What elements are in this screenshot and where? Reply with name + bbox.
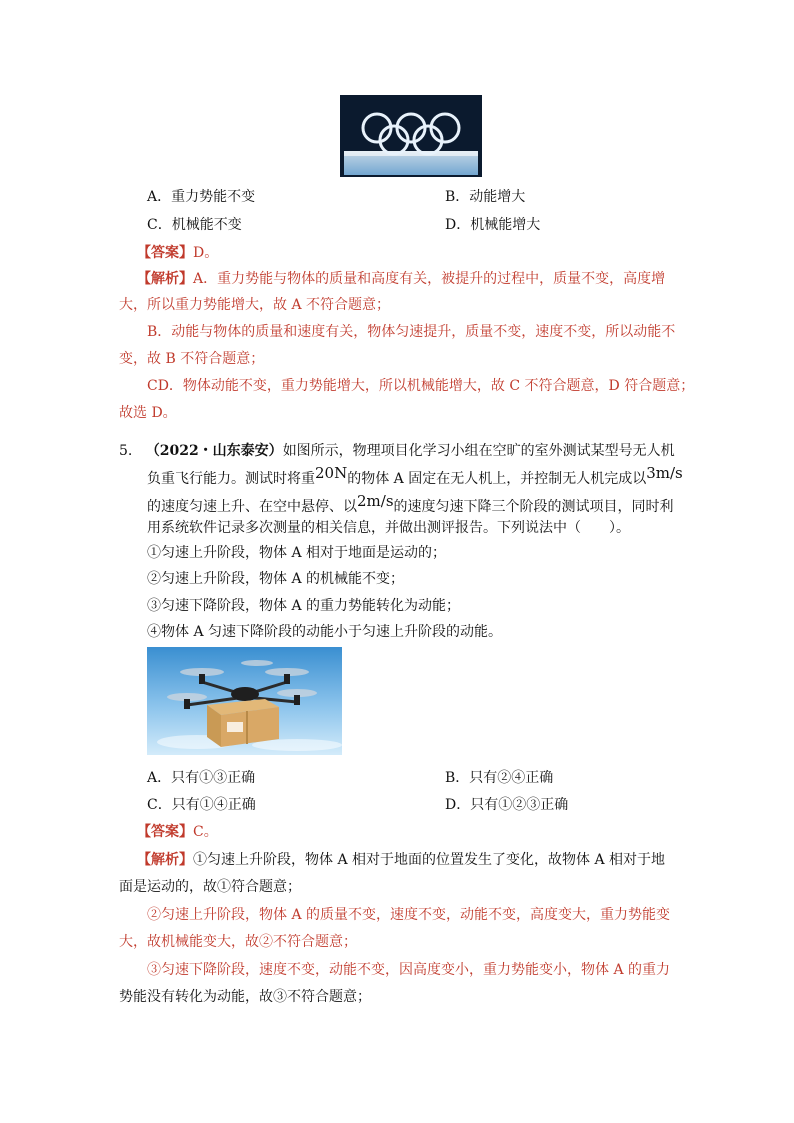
statement-4: ④物体 A 匀速下降阶段的动能小于匀速上升阶段的动能。 bbox=[147, 624, 503, 640]
q5-answer bbox=[137, 821, 218, 841]
stem-text: 如图所示，物理项目化学习小组在空旷的室外测试某型号无人机 bbox=[282, 443, 675, 459]
q4-analysis-line: CD．物体动能不变，重力势能增大，所以机械能增大，故 C 不符合题意，D 符合题意； bbox=[147, 378, 695, 394]
weight-value: 20N bbox=[315, 464, 348, 482]
q4-analysis-line: 故选 D。 bbox=[119, 405, 177, 421]
question-source: （2022・山东泰安） bbox=[145, 443, 283, 459]
q5-analysis-line bbox=[137, 849, 665, 869]
q4-option-c: C．机械能不变 bbox=[147, 217, 242, 233]
q4-analysis-line: 变，故 B 不符合题意； bbox=[119, 351, 265, 367]
q5-stem-line-3 bbox=[147, 492, 674, 516]
analysis-text: ①匀速上升阶段，物体 A 相对于地面的位置发生了变化，故物体 A 相对于地 bbox=[193, 852, 666, 868]
q5-option-d: D．只有①②③正确 bbox=[445, 797, 569, 813]
speed-up-value: 3m/s bbox=[646, 464, 683, 482]
question-number: 5. bbox=[119, 443, 133, 459]
stem-text: 的速度匀速上升、在空中悬停、以 bbox=[147, 499, 357, 515]
stem-text: 负重飞行能力。测试时将重 bbox=[147, 471, 315, 487]
q5-option-b: B．只有②④正确 bbox=[445, 770, 554, 786]
q5-stem-line-4: 用系统软件记录多次测量的相关信息，并做出测评报告。下列说法中（ ）。 bbox=[147, 520, 630, 536]
q5-analysis-line: 面是运动的，故①符合题意； bbox=[119, 879, 301, 895]
stem-text: 的速度匀速下降三个阶段的测试项目，同时利 bbox=[393, 499, 674, 515]
q5-analysis-line: ③匀速下降阶段，速度不变，动能不变，因高度变小，重力势能变小，物体 A 的重力 bbox=[147, 962, 671, 978]
statement-1: ①匀速上升阶段，物体 A 相对于地面是运动的； bbox=[147, 545, 447, 561]
q4-analysis-line: 大，所以重力势能增大，故 A 不符合题意； bbox=[119, 297, 391, 313]
q4-answer bbox=[137, 242, 218, 262]
olympic-rings-image bbox=[340, 95, 482, 177]
answer-value: D。 bbox=[193, 245, 219, 261]
q5-analysis-line: 大，故机械能变大，故②不符合题意； bbox=[119, 934, 357, 950]
analysis-tag: 【解析】 bbox=[137, 271, 193, 287]
q5-analysis-line: ②匀速上升阶段，物体 A 的质量不变，速度不变，动能不变，高度变大，重力势能变 bbox=[147, 907, 671, 923]
q5-option-c: C．只有①④正确 bbox=[147, 797, 256, 813]
analysis-text: A．重力势能与物体的质量和高度有关，被提升的过程中，质量不变，高度增 bbox=[193, 271, 666, 287]
q4-analysis-line: B．动能与物体的质量和速度有关，物体匀速提升，质量不变，速度不变，所以动能不 bbox=[147, 324, 676, 340]
analysis-tag: 【解析】 bbox=[137, 852, 193, 868]
answer-tag: 【答案】 bbox=[137, 824, 193, 840]
q5-option-a: A．只有①③正确 bbox=[147, 770, 256, 786]
stem-text: 的物体 A 固定在无人机上，并控制无人机完成以 bbox=[347, 471, 647, 487]
q4-option-d: D．机械能增大 bbox=[445, 217, 541, 233]
drone-image bbox=[147, 647, 342, 755]
q4-option-a: A．重力势能不变 bbox=[147, 189, 256, 205]
answer-tag: 【答案】 bbox=[137, 245, 193, 261]
q4-analysis-line bbox=[137, 268, 665, 288]
speed-down-value: 2m/s bbox=[357, 492, 394, 510]
statement-3: ③匀速下降阶段，物体 A 的重力势能转化为动能； bbox=[147, 598, 461, 614]
q5-stem-line-1 bbox=[119, 440, 675, 460]
answer-value: C。 bbox=[193, 824, 218, 840]
q5-analysis-line: 势能没有转化为动能，故③不符合题意； bbox=[119, 989, 371, 1005]
q5-stem-line-2 bbox=[147, 464, 683, 488]
q4-option-b: B．动能增大 bbox=[445, 189, 526, 205]
statement-2: ②匀速上升阶段，物体 A 的机械能不变； bbox=[147, 571, 405, 587]
